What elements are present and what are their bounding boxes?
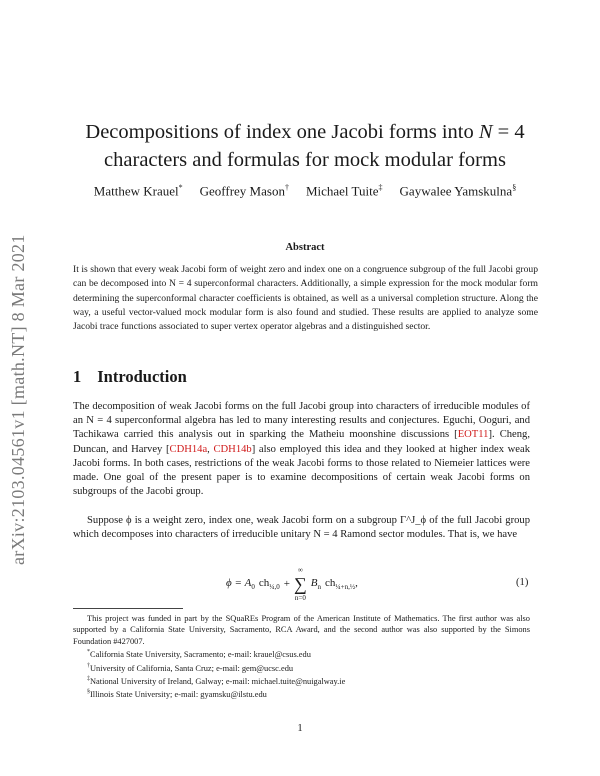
author: Michael Tuite‡ [305,183,383,199]
title-math-n: N [478,121,493,143]
footnote: §Illinois State University; e-mail: gyamsku@ilstu.edu [87,689,267,699]
author-list [60,183,550,199]
footnote: ‡National University of Ireland, Galway; e-mail: michael.tuite@nuigalway.ie [87,675,346,686]
footnote-divider [73,608,183,609]
author: Matthew Krauel* [93,183,183,199]
citation-link[interactable]: CDH14a [169,443,208,455]
footnote: This project was funded in part by the SQuaREs Program of the American Institute of Mathematics. The first author was also supported by a California State University, Sacramento, RCA Award, and the second author was also supported by the Simons Foundation #427007. [73,613,530,646]
intro-paragraph-2: Suppose ϕ is a weight zero, index one, weak Jacobi form on a subgroup Γ^J_ϕ of the full Jacobi group which decomposes into characters of irreducible unitary N = 4 Ramond sector modules. That is, we have [73,515,530,541]
title-line-2: characters and formulas for mock modular forms [104,149,506,171]
paper-title [60,118,550,174]
footnotes [73,611,530,700]
section-heading [73,367,187,387]
citation-link[interactable]: CDH14b [213,443,252,455]
title-line-1: Decompositions of index one Jacobi forms into N = 4 [85,121,525,143]
section-number: 1 [73,367,82,386]
page-number: 1 [297,723,303,734]
author: Geoffrey Mason† [199,183,289,199]
abstract-text: It is shown that every weak Jacobi form of weight zero and index one on a congruence subgroup of the full Jacobi group can be decomposed into N = 4 superconformal characters. Additionally, a simple expression for the mock modular form determining the superconformal character coefficients is obtained, as well as a universal completion structure. Along the way, a useful vector-valued mock modular form is also found and studied. These results are applied to analyze some Jacobi trace functions associated to super vertex operator algebras and a distinguished sector. [73,264,538,333]
equation-1: $\phi = A_0$ $ch_{\frac{1}{4},0}$ + ∞ ∑ n=0 $B_n$ $ch_{\frac{1}{4}+n,\frac{1}{2}}$, [226,566,358,602]
section-title: Introduction [97,367,187,386]
equation-number: (1) [516,577,529,588]
summation-symbol: ∞ ∑ n=0 [293,566,307,602]
author: Gaywalee Yamskulna§ [399,183,517,199]
footnote: †University of California, Santa Cruz; e-mail: gem@ucsc.edu [87,662,294,673]
abstract-heading: Abstract [285,242,325,253]
footnote: *California State University, Sacramento; e-mail: krauel@csus.edu [87,649,311,660]
intro-paragraph-1: The decomposition of weak Jacobi forms on the full Jacobi group into characters of irreducible modules of an N = 4 superconformal algebra has led to many interesting results and conjectures. Eguchi, Ooguri, and Tachikawa carried this analysis out in sparking the Matheiu moonshine discussions [EOT11]. Cheng, Duncan, and Harvey [CDH14a, CDH14b] also employed this idea and they looked at higher index weak Jacobi forms. In both cases, restrictions of the weak Jacobi forms to those related to Niemeier lattices were made. One goal of the present paper is to examine decompositions of certain weak Jacobi forms on subgroups of the Jacobi group. [73,401,531,498]
citation-link[interactable]: EOT11 [457,429,489,441]
arxiv-identifier: arXiv:2103.04561v1 [math.NT] 8 Mar 2021 [8,234,28,565]
